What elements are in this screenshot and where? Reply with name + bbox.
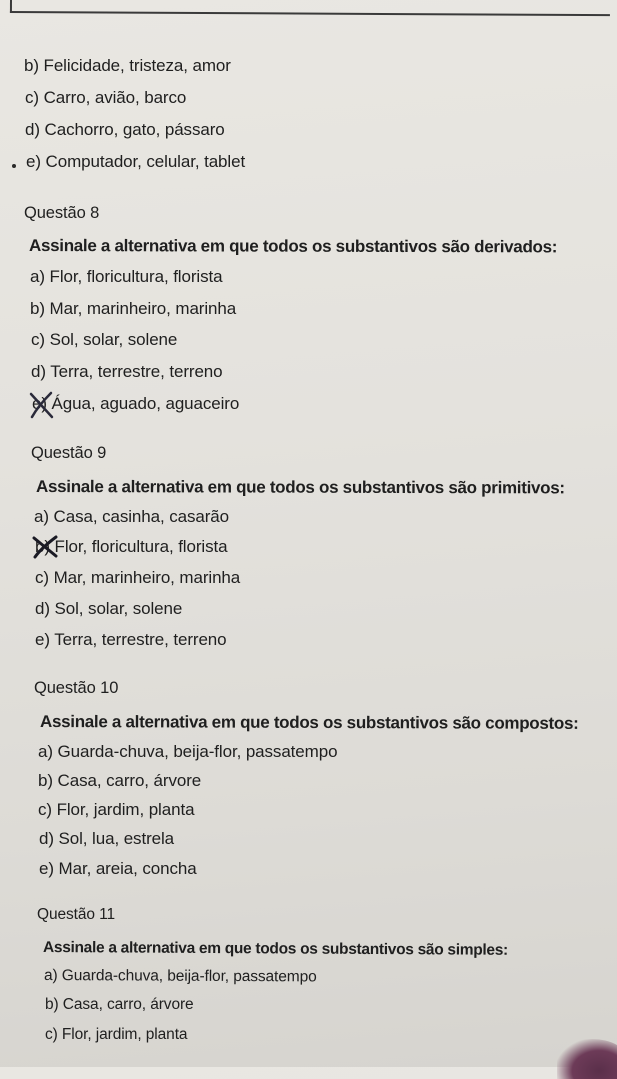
top-border-line bbox=[10, 0, 610, 16]
q9-title: Questão 9 bbox=[31, 444, 107, 462]
q7-option-d: d) Cachorro, gato, pássaro bbox=[25, 120, 225, 139]
q9-option-d: d) Sol, solar, solene bbox=[35, 599, 183, 618]
q9-option-a: a) Casa, casinha, casarão bbox=[34, 507, 229, 526]
q11-title: Questão 11 bbox=[37, 906, 115, 923]
q8-option-c: c) Sol, solar, solene bbox=[31, 330, 178, 349]
q10-option-e: e) Mar, areia, concha bbox=[39, 859, 197, 878]
q8-option-e: e) Água, aguado, aguaceiro bbox=[32, 394, 240, 413]
q7-option-c: c) Carro, avião, barco bbox=[25, 88, 187, 107]
finger-shadow bbox=[557, 1039, 617, 1079]
q7-option-b: b) Felicidade, tristeza, amor bbox=[24, 56, 231, 75]
q11-option-a: a) Guarda-chuva, beija-flor, passatempo bbox=[43, 967, 317, 986]
q10-option-c: c) Flor, jardim, planta bbox=[38, 800, 195, 819]
q10-option-d: d) Sol, lua, estrela bbox=[39, 829, 175, 848]
q10-option-a: a) Guarda-chuva, beija-flor, passatempo bbox=[38, 742, 338, 761]
q8-option-b: b) Mar, marinheiro, marinha bbox=[30, 299, 237, 318]
q8-prompt: Assinale a alternativa em que todos os substantivos são derivados: bbox=[28, 236, 558, 257]
q8-option-d: d) Terra, terrestre, terreno bbox=[31, 362, 223, 381]
q8-title: Questão 8 bbox=[24, 204, 100, 222]
q10-prompt: Assinale a alternativa em que todos os substantivos são compostos: bbox=[39, 712, 579, 733]
q11-prompt: Assinale a alternativa em que todos os substantivos são simples: bbox=[42, 939, 508, 959]
q9-option-c: c) Mar, marinheiro, marinha bbox=[35, 568, 241, 587]
q9-option-e: e) Terra, terrestre, terreno bbox=[35, 630, 227, 649]
q9-option-b: b) Flor, floricultura, florista bbox=[35, 537, 228, 556]
q7-option-e: e) Computador, celular, tablet bbox=[26, 152, 246, 171]
q11-option-b: b) Casa, carro, árvore bbox=[45, 996, 194, 1013]
q10-title: Questão 10 bbox=[34, 679, 119, 697]
q11-option-c: c) Flor, jardim, planta bbox=[45, 1026, 188, 1043]
q9-prompt: Assinale a alternativa em que todos os substantivos são primitivos: bbox=[35, 477, 565, 498]
pen-dot-mark bbox=[12, 164, 16, 168]
q8-option-a: a) Flor, floricultura, florista bbox=[30, 267, 223, 286]
q10-option-b: b) Casa, carro, árvore bbox=[38, 771, 202, 790]
